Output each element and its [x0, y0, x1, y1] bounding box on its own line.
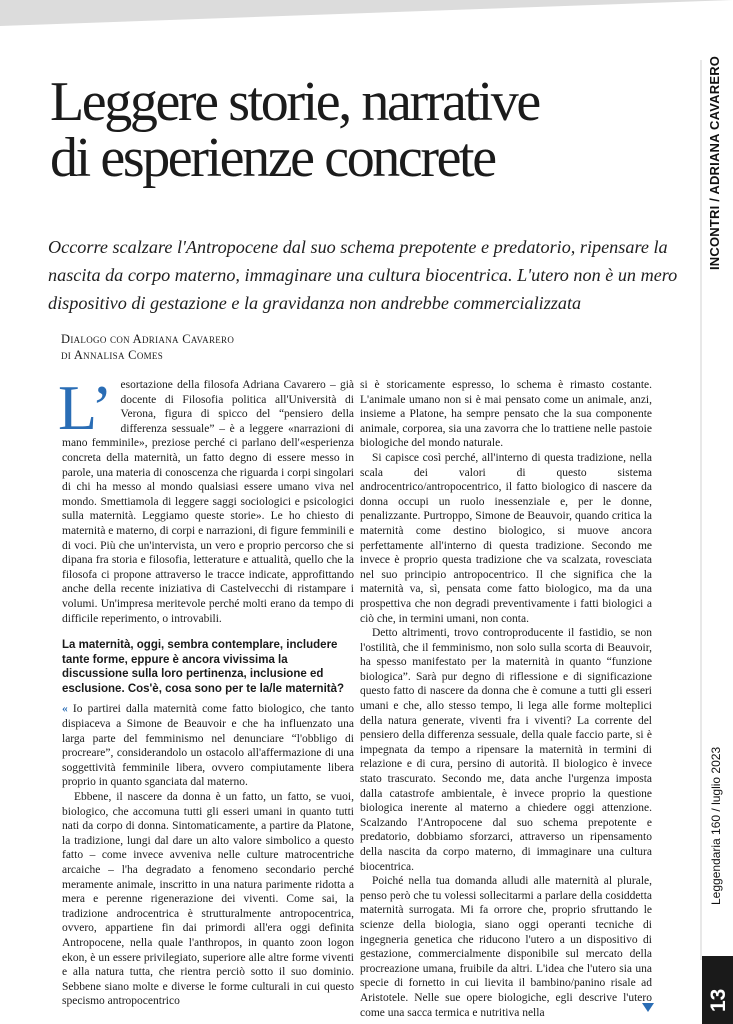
body-paragraph: Poiché nella tua domanda alludi alle maternità al plurale, penso però che tu volessi sollecitarmi a parlare della cosiddetta maternità surrogata. Mi fa orrore che, proprio sfruttando le scienze della biologia, siano oggi operanti tecniche di ingegneria genetica che riducono l'utero a un dispositivo di gestazione, commercialmente disponibile sul mercato della procreazione umana, fruibile da altri. L'idea che l'utero sia una specie di fornetto in cui lievita il bambino/panino risale ad Aristotele. Nelle sue opere biologiche, egli descrive l'utero come una sacca termica e nutritiva nella: [360, 875, 652, 1019]
answer-paragraph: « Io partirei dalla maternità come fatto biologico, che tanto dispiaceva a Simone de Beauvoir e che ha influenzato una larga parte del femminismo nel denunciare “l'obbligo di procreare”, considerandolo un ostacolo all'affermazione di una soggettività femminile libera, ovvero compiutamente libera proprio in quanto sganciata dal materno.: [62, 703, 354, 789]
page-corner-shade: [0, 0, 733, 26]
page-number-box: [702, 956, 733, 1024]
body-paragraph: Detto altrimenti, trovo controproducente il fastidio, se non l'ostilità, che il femminismo, non solo sulla scorta di Beauvoir, ha spesso manifestato per la maternità in quanto “funzione biologica”. Sarà pur degno di riflessione e di significazione questo fatto di nascere da donna che è comune a tutti gli esseri umani e che, allo stesso tempo, li lega alle forme molteplici della natura generate, viventi fra i viventi? La corrente del pensiero della differenza sessuale, della quale faccio parte, si è impegnata da tempo a ripensare la maternità in termini di relazione e di cura, persino di autorità. Il biologico è invece stato trascurato. Secondo me, data anche l'urgenza imposta dalla catastrofe ambientale, è invece proprio la questione biologica inerente al materno a chiedere oggi attenzione. Scalzando l'Antropocene dal suo schema prepotente e predatorio, dobbiamo sforzarci, attraverso un ripensamento della nascita da corpo materno, di immaginare una cultura biocentrica.: [360, 627, 652, 873]
body-paragraph: si è storicamente espresso, lo schema è rimasto costante. L'animale umano non si è mai pensato come un animale, anzi, insieme a Platone, ha sempre pensato che la sua componente animale, corporea, sia una zavorra che lo trattiene nelle pastoie biologiche del mondo naturale.: [360, 379, 652, 450]
column-left: [58, 372, 354, 1009]
intro-paragraph: L’ esortazione della filosofa Adriana Cavarero – già docente di Filosofia politica all'Università di Verona, figura di spicco del “pensiero della differenza sessuale” – è a leggere «narrazioni di mano femminile», preziose perché ci parlano dell'«esperienza concreta della maternità, un fatto degno di essere messo in parole, una materia di conoscenza che riguarda i corpi singolari di chi ha messo al mondo qualsiasi essere umano viva nel mondo. Smettiamola di leggere saggi sociologici e psicologici sulla maternità. Leggiamo queste storie». Le ho chiesto di maternità e materno, di corpi e narrazioni, di figure femminili e di voci. Più che un'intervista, un vero e proprio percorso che si dipana fra storia e filosofia, letterature e attualità, quello che la filosofa ci propone attraverso le tracce indicate, approfittando anche della recente iniziativa di Castelvecchi di ristampare i volumi. Un'impresa meritevole perché molti erano da tempo di difficile reperimento, o introvabili.: [58, 372, 354, 625]
quote-mark-icon: «: [62, 703, 68, 716]
column-right: [360, 378, 652, 1020]
drop-cap: L’: [58, 372, 113, 443]
byline-author: di Annalisa Comes: [61, 348, 164, 362]
sidebar-divider: [700, 60, 702, 960]
title-line-2: di esperienze concrete: [50, 127, 495, 189]
byline: [61, 331, 234, 363]
body-paragraph: Si capisce così perché, all'interno di questa tradizione, nella scala dei valori di questo sistema androcentrico/antropocentrico, il fatto biologico di nascere da donna occupi un ruolo inessenziale e, per le donne, penalizzante. Purtroppo, Simone de Beauvoir, quando critica la maternità come destino biologico, si muove ancora perfettamente all'interno di questa tradizione. Secondo me invece è proprio questa tradizione che va scalzata, rovesciata nel suo principio antropocentrico. Il che significa che la maternità va, sì, pensata come fatto biologico, ma da una prospettiva che non degradi preventivamente i fatti biologici a ciò che, in termini umani, non conta.: [360, 451, 652, 625]
byline-dialogue: Dialogo con Adriana Cavarero: [61, 332, 235, 346]
body-paragraph: Ebbene, il nascere da donna è un fatto, un fatto, se vuoi, biologico, che accomuna tutti gli esseri umani in quanto tutti nati da corpo di donna. Sintomaticamente, a partire da Platone, la tradizione, lungi dal dare un alto valore simbolico a questo fatto – come invece avveniva nelle culture matrocentriche arcaiche – l'ha degradato a fenomeno secondario perché meramente animale, inscritto in una natura parimente ridotta a mera e perenne rigenerazione dei viventi. Come sai, la tradizione androcentrica è strutturalmente antropocentrica, ovvero, appartiene fin dai primordi all'era oggi definita Antropocene, nella quale l'anthropos, in quanto zoon logon ekon, è un essere privilegiato, superiore alle altre forme viventi e alla natura tutta, che rientra perciò sotto il suo dominio. Sebbene siano molte e diverse le forme culturali in cui questo specismo antropocentrico: [62, 791, 354, 1008]
title-line-1: Leggere storie, narrative: [50, 71, 539, 133]
page-number: 13: [707, 988, 730, 1012]
continue-arrow-icon: [642, 1003, 654, 1012]
article-subtitle: Occorre scalzare l'Antropocene dal suo schema prepotente e predatorio, ripensare la nascita da corpo materno, immaginare una cultura biocentrica. L'utero non è un mero dispositivo di gestazione e la gravidanza non andrebbe commercializzata: [48, 237, 678, 313]
interview-question: La maternità, oggi, sembra contemplare, includere tante forme, eppure è ancora vivissima la discussione sulla loro pertinenza, inclusione ed esclusione. Cos'è, cosa sono per te la/le maternità?: [62, 639, 345, 695]
article-title: [50, 71, 690, 189]
